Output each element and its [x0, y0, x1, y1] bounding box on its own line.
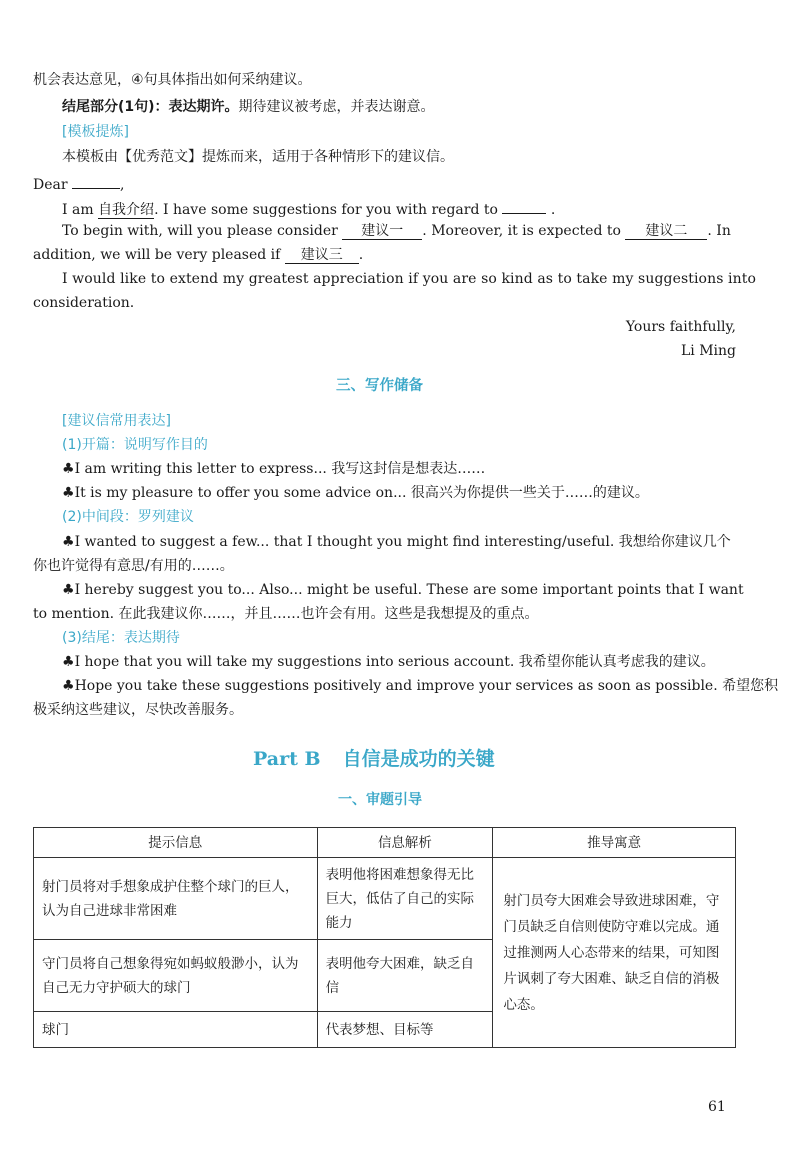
expr-e6b: 极采纳这些建议，尽快改善服务。 — [33, 702, 243, 718]
expr-e2 — [62, 483, 649, 503]
cell-hint: 守门员将自己想象得宛如蚂蚁般渺小，认为自己无力守护硕大的球门 — [34, 940, 318, 1012]
expr-e4a — [62, 580, 744, 600]
club-icon: ♣ — [62, 678, 75, 694]
table-row — [34, 858, 736, 940]
expr-e4a-text: I hereby suggest you to... Also... might be useful. These are some important points that I want — [74, 582, 744, 598]
letter-p3-a: I would like to extend my greatest appreciation if you are so kind as to take my suggestions into — [62, 271, 756, 287]
part-b-title: 自信是成功的关键 — [342, 748, 495, 770]
cell-hint: 射门员将对手想象成护住整个球门的巨人，认为自己进球非常困难 — [34, 858, 318, 940]
letter-p1 — [62, 197, 555, 220]
header-hint: 提示信息 — [34, 828, 318, 858]
club-icon: ♣ — [62, 582, 75, 598]
expr-h1: (1)开篇：说明写作目的 — [62, 437, 208, 453]
letter-greeting — [33, 172, 124, 195]
expr-h3: (3)结尾：表达期待 — [62, 630, 180, 646]
expr-e6a-text: Hope you take these suggestions positively and improve your services as soon as possible. 希望您积 — [74, 678, 779, 694]
club-icon: ♣ — [62, 461, 75, 477]
section3-title: 三、写作储备 — [336, 378, 423, 394]
letter-closing: Yours faithfully, — [625, 319, 736, 335]
section1-title: 一、审题引导 — [338, 792, 422, 808]
expr-e3b: 你也许觉得有意思/有用的……。 — [33, 558, 234, 574]
cell-implication: 射门员夸大困难会导致进球困难，守门员缺乏自信则使防守难以完成。通过推测两人心态带来的结果，可知图片讽刺了夸大困难、缺乏自信的消极心态。 — [493, 858, 736, 1048]
cell-hint: 球门 — [34, 1012, 318, 1048]
expr-e3a — [62, 532, 731, 552]
expr-e1-text: I am writing this letter to express... 我写这封信是想表达…… — [74, 461, 486, 477]
suggestion-2-blank: 建议二 — [625, 223, 707, 240]
letter-p2-cont — [33, 245, 363, 265]
expr-e6a — [62, 676, 778, 696]
cell-analysis: 代表梦想、目标等 — [317, 1012, 493, 1048]
greeting-blank — [72, 172, 120, 189]
expr-e5-text: I hope that you will take my suggestions into serious account. 我希望你能认真考虑我的建议。 — [74, 654, 715, 670]
part-b-label: Part B — [253, 748, 321, 770]
page-number: 61 — [708, 1099, 726, 1115]
club-icon: ♣ — [62, 654, 75, 670]
p2-c: . In — [707, 223, 731, 239]
greeting-end: , — [120, 177, 125, 193]
expr-e2-text: It is my pleasure to offer you some advice on... 很高兴为你提供一些关于……的建议。 — [74, 485, 649, 501]
ending-label: 结尾部分(1句)：表达期许。 — [62, 99, 239, 115]
template-heading: [模板提炼] — [62, 124, 129, 140]
p2-end: . — [358, 247, 364, 263]
p1-end: . — [550, 202, 556, 218]
ending-line — [62, 97, 435, 117]
table-header-row — [34, 828, 736, 858]
expr-e4b: to mention. 在此我建议你……，并且……也许会有用。这些是我想提及的重点。 — [33, 606, 539, 622]
suggestion-1-blank: 建议一 — [342, 223, 422, 240]
template-note: 本模板由【优秀范文】提炼而来，适用于各种情形下的建议信。 — [62, 149, 454, 165]
p2-d: addition, we will be very pleased if — [33, 247, 281, 263]
cell-analysis: 表明他将困难想象得无比巨大，低估了自己的实际能力 — [317, 858, 493, 940]
analysis-table — [33, 827, 736, 1048]
p1-b: . I have some suggestions for you with regard to — [154, 202, 498, 218]
p2-b: . Moreover, it is expected to — [422, 223, 621, 239]
letter-signature: Li Ming — [680, 343, 736, 359]
letter-p3-b: consideration. — [33, 295, 135, 311]
greeting-word: Dear — [33, 177, 68, 193]
expr-h2: (2)中间段：罗列建议 — [62, 509, 194, 525]
regard-blank — [502, 197, 546, 214]
expr-e3a-text: I wanted to suggest a few... that I thought you might find interesting/useful. 我想给你建议几个 — [74, 534, 731, 550]
self-intro-placeholder: 自我介绍 — [98, 202, 155, 218]
letter-p2 — [62, 221, 731, 241]
ending-text: 期待建议被考虑，并表达谢意。 — [238, 99, 435, 115]
suggestion-3-blank: 建议三 — [285, 247, 359, 264]
expr-e5 — [62, 652, 715, 672]
club-icon: ♣ — [62, 485, 75, 501]
header-implication: 推导寓意 — [493, 828, 736, 858]
part-b-heading — [253, 746, 495, 772]
expr-heading: [建议信常用表达] — [62, 413, 171, 429]
club-icon: ♣ — [62, 534, 75, 550]
expr-e1 — [62, 459, 485, 479]
header-analysis: 信息解析 — [317, 828, 493, 858]
cell-analysis: 表明他夸大困难，缺乏自信 — [317, 940, 493, 1012]
p1-a: I am — [62, 202, 94, 218]
p2-a: To begin with, will you please consider — [62, 223, 338, 239]
intro-line: 机会表达意见，④句具体指出如何采纳建议。 — [33, 72, 312, 88]
